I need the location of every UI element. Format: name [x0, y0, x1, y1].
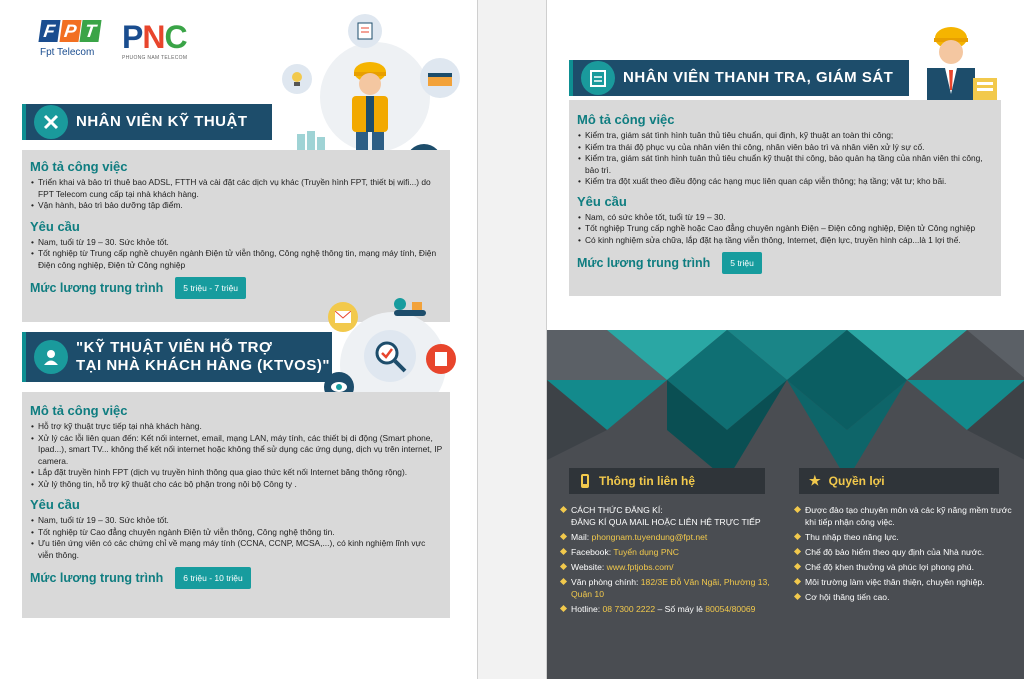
list-item: • Kiểm tra đột xuất theo điều động các hạng mục liên quan cáp viễn thông; hạ tầng; vật tư; kho bãi.	[577, 176, 993, 188]
list-item: • Hỗ trợ kỹ thuật trực tiếp tại nhà khách hàng.	[30, 421, 442, 433]
list-item: • Xử lý thông tin, hỗ trợ kỹ thuật cho các bộ phận trong nội bộ Công ty .	[30, 479, 442, 491]
list-item: • Triển khai và bảo trì thuê bao ADSL, FTTH và cài đặt các dịch vụ khác (Truyền hình FPT, thiết bị wifi...) do FPT Telecom cung cấp tại nhà khách hàng.	[30, 177, 442, 200]
pnc-logo	[122, 20, 187, 61]
job3-salary-badge: 5 triệu	[722, 252, 762, 274]
job2-req-heading: Yêu cầu	[30, 497, 80, 512]
list-item: • Kiểm tra, giám sát tình hình tuân thủ tiêu chuẩn kỹ thuật thi công, bảo quản hạ tầng của nhân viên thi công, bảo trì.	[577, 153, 993, 176]
conveyor-icon	[392, 296, 428, 323]
job3-req-heading: Yêu cầu	[577, 193, 627, 209]
job1-title: NHÂN VIÊN KỸ THUẬT	[76, 113, 248, 130]
wrench-screwdriver-icon	[34, 105, 68, 139]
list-item: • Nam, có sức khỏe tốt, tuổi từ 19 – 30.	[577, 212, 993, 224]
mail-item	[561, 531, 793, 543]
list-item: • Tốt nghiệp từ Trung cấp nghề chuyên ngành Điện tử viễn thông, Công nghệ thông tin, mạng máy tính, Điện Điện công nghiệp, Điện tử Công nghiệp	[30, 248, 442, 271]
extension-number: 80054/80069	[705, 604, 756, 614]
job1-desc-list	[30, 177, 442, 212]
job3-card	[569, 100, 1001, 296]
office-item	[561, 576, 793, 600]
job2-title-line1: "KỸ THUẬT VIÊN HỖ TRỢ	[76, 339, 273, 356]
list-item: Được đào tạo chuyên môn và các kỹ năng mềm trước khi tiếp nhận công việc.	[795, 504, 1017, 528]
job2-desc-list	[30, 421, 442, 490]
job1-banner	[22, 104, 272, 140]
fpt-letter-t: T	[80, 20, 102, 42]
list-item: • Kiểm tra, giám sát tình hình tuân thủ tiêu chuẩn, qui định, kỹ thuật an toàn thi công;	[577, 130, 993, 142]
job1-req-list	[30, 237, 442, 272]
list-item: • Xử lý các lỗi liên quan đến: Kết nối internet, email, mạng LAN, máy tính, các thiết bị di động (Smart phone, Ipad...), smart TV... không thể kết nối internet hoặc không thể sử dụng các ứng dụng, dịch vụ trên internet, IP camera.	[30, 433, 442, 468]
job3-salary-label: Mức lương trung trình	[577, 256, 711, 270]
list-item: • Lắp đặt truyền hình FPT (dịch vụ truyền hình thông qua giao thức kết nối Internet băng thông rộng).	[30, 467, 442, 479]
lightbulb-icon	[282, 64, 312, 94]
contact-list	[561, 504, 793, 618]
checklist-icon	[348, 14, 382, 48]
fpt-logo	[40, 20, 100, 58]
facebook-link[interactable]: Tuyển dụng PNC	[613, 547, 679, 557]
list-item: • Kiểm tra thái độ phục vụ của nhân viên thi công, nhân viên bảo trì và nhân viên xử lý sự cố.	[577, 142, 993, 154]
website-item	[561, 561, 793, 573]
document-icon	[426, 344, 456, 374]
job2-card	[22, 392, 450, 618]
email-icon	[328, 302, 358, 332]
diamond-pattern	[547, 310, 1024, 480]
list-item: • Tốt nghiệp Trung cấp nghề hoặc Cao đẳng chuyên ngành Điện – Điện công nghiệp, Điện tử Công nghiệp	[577, 223, 993, 235]
right-page	[546, 0, 1024, 679]
hotline-number[interactable]: 08 7300 2222	[602, 604, 656, 614]
pnc-caption: PHUONG NAM TELECOM	[122, 55, 188, 61]
left-page	[0, 0, 478, 679]
benefits-title-bar	[799, 468, 999, 494]
facebook-item	[561, 546, 793, 558]
facebook-label: Facebook:	[571, 547, 612, 557]
hotline-item	[561, 603, 793, 615]
extension-text: – Số máy lẻ	[657, 604, 703, 614]
job3-salary-row	[577, 252, 993, 274]
mail-label: Mail:	[571, 532, 590, 542]
website-link[interactable]: www.fptjobs.com/	[606, 562, 674, 572]
contact-title-bar	[569, 468, 765, 494]
magnifier-icon	[364, 330, 416, 382]
job3-req-list	[577, 212, 993, 247]
job1-salary-badge: 5 triệu - 7 triệu	[175, 277, 246, 299]
cargo-icon	[420, 58, 460, 98]
list-item: Cơ hội thăng tiến cao.	[795, 591, 1017, 603]
job2-title-line2: TẠI NHÀ KHÁCH HÀNG (KTVOS)"	[76, 357, 330, 374]
job2-salary-badge: 6 triệu - 10 triệu	[175, 567, 251, 589]
job3-banner	[569, 60, 909, 96]
register-method	[561, 504, 793, 528]
job3-desc-list	[577, 130, 993, 188]
clipboard-icon	[581, 61, 615, 95]
website-label: Website:	[571, 562, 605, 572]
benefits-title: Quyền lợi	[828, 474, 885, 488]
list-item: • Có kinh nghiệm sửa chữa, lắp đặt hạ tầng viễn thông, Internet, điện lực, truyền hình cáp...là 1 lợi thế.	[577, 235, 993, 247]
office-address: 182/3E Đỗ Văn Ngãi, Phường 13, Quận 10	[571, 577, 770, 599]
page-gutter	[478, 0, 546, 679]
list-item: • Tốt nghiệp từ Cao đẳng chuyên ngành Điện tử viễn thông, Công nghệ thông tin.	[30, 527, 442, 539]
fpt-letter-f: F	[38, 20, 60, 42]
list-item: Môi trường làm việc thân thiện, chuyên nghiệp.	[795, 576, 1017, 588]
job2-req-list	[30, 515, 442, 561]
hotline-label: Hotline:	[571, 604, 601, 614]
phone-icon	[579, 474, 591, 488]
list-item: Thu nhập theo năng lực.	[795, 531, 1017, 543]
list-item: • Vận hành, bảo trì bảo dưỡng tập điểm.	[30, 200, 442, 212]
register-line2: ĐĂNG KÍ QUA MAIL HOẶC LIÊN HỆ TRỰC TIẾP	[571, 517, 761, 527]
benefits-list	[795, 504, 1017, 606]
job3-title: NHÂN VIÊN THANH TRA, GIÁM SÁT	[623, 69, 894, 86]
job2-salary-row	[30, 567, 442, 589]
star-icon: ★	[809, 473, 821, 488]
list-item: Chế độ bảo hiểm theo quy định của Nhà nước.	[795, 546, 1017, 558]
list-item: Chế độ khen thưởng và phúc lợi phong phú.	[795, 561, 1017, 573]
user-support-icon	[34, 340, 68, 374]
list-item: • Nam, tuổi từ 19 – 30. Sức khỏe tốt.	[30, 515, 442, 527]
job3-desc-heading: Mô tả công việc	[577, 112, 675, 127]
register-line1: CÁCH THỨC ĐĂNG KÍ:	[571, 505, 663, 515]
job1-desc-heading: Mô tả công việc	[30, 159, 128, 174]
job2-banner	[22, 332, 332, 382]
list-item: • Nam, tuổi từ 19 – 30. Sức khỏe tốt.	[30, 237, 442, 249]
office-label: Văn phòng chính:	[571, 577, 639, 587]
job2-salary-label: Mức lương trung trình	[30, 571, 164, 585]
fpt-caption: Fpt Telecom	[40, 47, 95, 58]
fpt-letter-p: P	[59, 20, 81, 42]
pnc-wordmark: PNC	[122, 19, 187, 55]
job2-desc-heading: Mô tả công việc	[30, 403, 128, 418]
contact-title: Thông tin liên hệ	[599, 474, 695, 488]
job1-salary-label: Mức lương trung trình	[30, 281, 164, 295]
worker-figure	[342, 58, 398, 154]
job1-req-heading: Yêu cầu	[30, 218, 80, 234]
mail-link[interactable]: phongnam.tuyendung@fpt.net	[591, 532, 708, 542]
list-item: • Ưu tiên ứng viên có các chứng chỉ về mạng máy tính (CCNA, CCNP, MCSA,...), có kinh nghiệm lĩnh vực viễn thông.	[30, 538, 442, 561]
